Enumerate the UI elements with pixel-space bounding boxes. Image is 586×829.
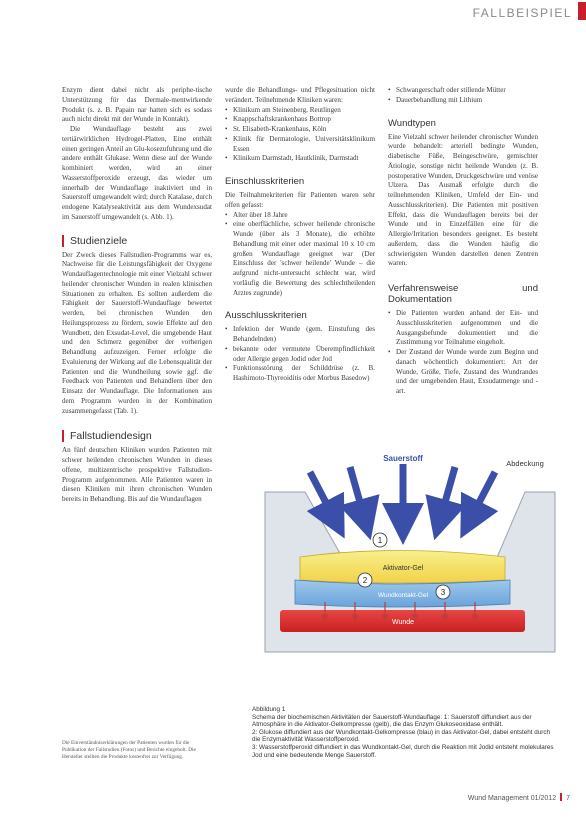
exclusion-list-continued [388, 86, 538, 106]
list-item: • bekannte oder vermutete Überempfindlichkeit oder Allergie gegen Jodid oder Jod [225, 345, 375, 365]
dressing-diagram [225, 452, 570, 672]
col3-typen: Eine Vielzahl schwer heilender chronischer Wunden wurde behandelt: arteriell bedingte Wunden, diabetische Füße, Beingeschwüre, gemischter Ätiologie, sonstige nicht heilende Wunden (z. B. postoperative Wunden, Druckgeschwüre und venöse Ulzera. Das Ausmaß erfolgte durch die teilnehmenden Kliniken, Umfeld der Ein- und Ausschlusskriterien). Die Patienten mit positiven Effekt, dass die Wundauflagen bereits bei der Wunde und in Einzelfällen eine für die Allergie/Irritation besonders geeignet. Es besteht außerdem, dass die Wunden häufig die schwierigsten Wunden darstellen denen Zentren waren. [388, 132, 538, 268]
list-item: • Die Patienten wurden anhand der Ein- und Ausschlusskriterien aufgenommen und die Ausgangsbefunde dokumentiert und die Zustimmung vor Teilnahme eingeholt. [388, 309, 538, 348]
marker-1-label: 1 [377, 536, 383, 545]
caption-title: Abbildung 1 [252, 706, 286, 713]
section-color-tab [578, 2, 586, 20]
list-item: • Klinikum am Steinenberg, Reutlingen [225, 106, 375, 116]
label-wound: Wunde [391, 619, 415, 626]
heading-fallstudiendesign: Fallstudiendesign [62, 430, 212, 442]
caption-line-3: 3: Wasserstoffperoxid diffundiert in das Wundkontakt-Gel, durch die Reaktion mit Jodid entsteht molekulares Jod und eine bedeutende Menge Sauerstoff. [252, 743, 554, 759]
heading-einschlusskriterien: Einschlusskriterien [225, 176, 305, 187]
clinic-list [225, 106, 375, 165]
list-item: • Der Zustand der Wunde wurde zum Beginn und danach wöchentlich dokumentiert: Art der Wunde, Größe, Tiefe, Zustand des Wundrandes und der umgebenden Haut, Exsudatmenge und -art. [388, 348, 538, 397]
journal-name: Wund Management 01/2012 [467, 795, 557, 802]
column-3 [388, 86, 538, 397]
column-1 [62, 86, 212, 505]
label-activator: Aktivator-Gel [382, 565, 424, 572]
list-item: • Klinikum Darmstadt, Hautklinik, Darmstadt [225, 154, 375, 164]
caption-line-2: 2: Glukose diffundiert aus der Wundkontakt-Gelkompresse (blau) in das Aktivator-Gel, dabei entsteht durch die Enzymaktivität Wasserstoffperoxid. [252, 728, 550, 744]
exclusion-list [225, 325, 375, 384]
col1-ziele: Der Zweck dieses Fallstudien-Programms war es, Nachweise für die Leistungsfähigkeit der Oxygene Wundauflagentechnologie mit einer Vielzahl schwer heilender chronischer Wunden in realen klinischen Situationen zu erhalten. Es sollten außerdem die Fähigkeit der Sauerstoff-Wundauflage bewertet werden, bei chronischen Wunden den Heilungsprozess zu fördern, sowie Effekte auf den Wundbett, den Exsudat-Level, die umgebende Haut und den Schmerz gegenüber der vorherigen Behandlung aufzuzeigen. Ferner erfolgte die Evaluierung der Wirkung auf die Lebensqualität der Patienten und die Wundheilung sowie ggf. die Feedback von Patienten und Behandlern über den Einsatz der Wundauflage. Die Informationen aus dem Programm wurden in der Kombination zusammengefasst (Tab. 1). [62, 250, 212, 415]
heading-verfahrensweise: Verfahrensweise und Dokumentation [388, 283, 538, 305]
section-header: FALLBEISPIEL [472, 6, 572, 20]
figure-caption [252, 706, 557, 759]
list-item: • Klinik für Dermatologie, Universitätsklinikum Essen [225, 135, 375, 155]
footer-separator [560, 793, 562, 801]
oxygen-arrow [440, 467, 455, 520]
heading-studienziele: Studienziele [62, 235, 212, 247]
col1-intro: Enzym dient dabei nicht als periphe-tische Unterstützung für das Dermale-mentwirkende Produkt (s. z. B. Papain nar hatten sich es sodass auch nicht direkt mit der Wunde in Kontakt). [62, 86, 212, 124]
label-oxygen: Sauerstoff [383, 454, 423, 463]
col2-intro: wurde die Behandlungs- und Pflegesituation nicht verändert. Teilnehmende Kliniken waren: [225, 86, 375, 104]
list-item: • Infektion der Wunde (gem. Einstufung des Behandelnden) [225, 325, 375, 345]
list-item: • eine oberflächliche, schwer heilende chronische Wunde (über als 3 Monate), die erhöhte Behandlung mit einer oder maximal 10 x 10 cm großen Wundauflage geeignet war (Der Einschluss der 'schwer heilende' Wunde – die aufgrund nicht-untersucht schlecht war, wird vorläufig die Bewertung des schlechtheilenden Arztes zugrunde) [225, 220, 375, 298]
page-number: 7 [566, 795, 570, 802]
figure-1 [225, 452, 570, 672]
col1-para2: Die Wundauflage besteht aus zwei tertiärwirklichen Hydrogel-Platten, Eine enthält einen geringen Anteil an Glu-kosezufuhrung und die andere enthält Glukase. Wenn diese auf der Wunde kombiniert werden, wird an einer Wasserstoffperoxide erzeugt, das wieder um innerhalb der Wundauflage inaktiviert und in Sauerstoff umgewandelt wird; durch Katalase, durch endogene Katalyseaktivität aus dem Wundexsudat im Sauerstoff umgewandelt (s. Abb. 1). [62, 125, 212, 221]
list-item: • St. Elisabeth-Krankenhaus, Köln [225, 125, 375, 135]
list-item: • Alter über 18 Jahre [225, 211, 375, 221]
col1-design: An fünf deutschen Kliniken wurden Patienten mit schwer heilenden chronischen Wunden in dieses offene, multizentrische prospektive Fallstudien-Programm aufgenommen. Alle Patienten waren in diesen Kliniken mit ihren chronischen Wunden bereits in Behandlung. Bis auf die Wundauflagen [62, 446, 212, 503]
page-footer [468, 793, 570, 802]
caption-line-1: Schema der biochemischen Aktivitäten der Sauerstoff-Wundauflage: 1: Sauerstoff diffundiert aus der Atmosphäre in die Aktivator-Gelkompresse (gelb), die das Enzym Glukoseoxidase enthält. [252, 713, 532, 729]
heading-ausschlusskriterien: Ausschlusskriterien [225, 310, 307, 322]
marker-3-label: 3 [440, 588, 446, 597]
heading-wundtypen: Wundtypen [388, 117, 436, 129]
column-2 [225, 86, 375, 384]
label-cover: Abdeckung [506, 459, 544, 468]
label-contact: Wundkontakt-Gel [377, 592, 429, 599]
list-item: • Knappschaftskrankenhaus Bottrop [225, 115, 375, 125]
oxygen-arrow [350, 467, 365, 520]
oxygen-arrow [470, 472, 495, 520]
col1-footnote: Die Einverständniserklärungen der Patienten wurden für die Publikation der Fallstudien (Fotos) und Berichte eingeholt. Die Hersteller stellten die Produkte kostenfrei zur Verfügung. [62, 740, 196, 760]
list-item: • Funktionsstörung der Schilddrüse (z. B. Hashimoto-Thyreoiditis oder Morbus Basedow) [225, 364, 375, 384]
list-item: • Schwangerschaft oder stillende Mütter [388, 86, 538, 96]
list-item: • Dauerbehandlung mit Lithium [388, 96, 538, 106]
inclusion-list [225, 211, 375, 299]
col2-ein-intro: Die Teilnahmekriterien für Patienten waren sehr offen gefasst: [225, 191, 375, 209]
procedure-list [388, 309, 538, 397]
marker-2-label: 2 [362, 576, 368, 585]
